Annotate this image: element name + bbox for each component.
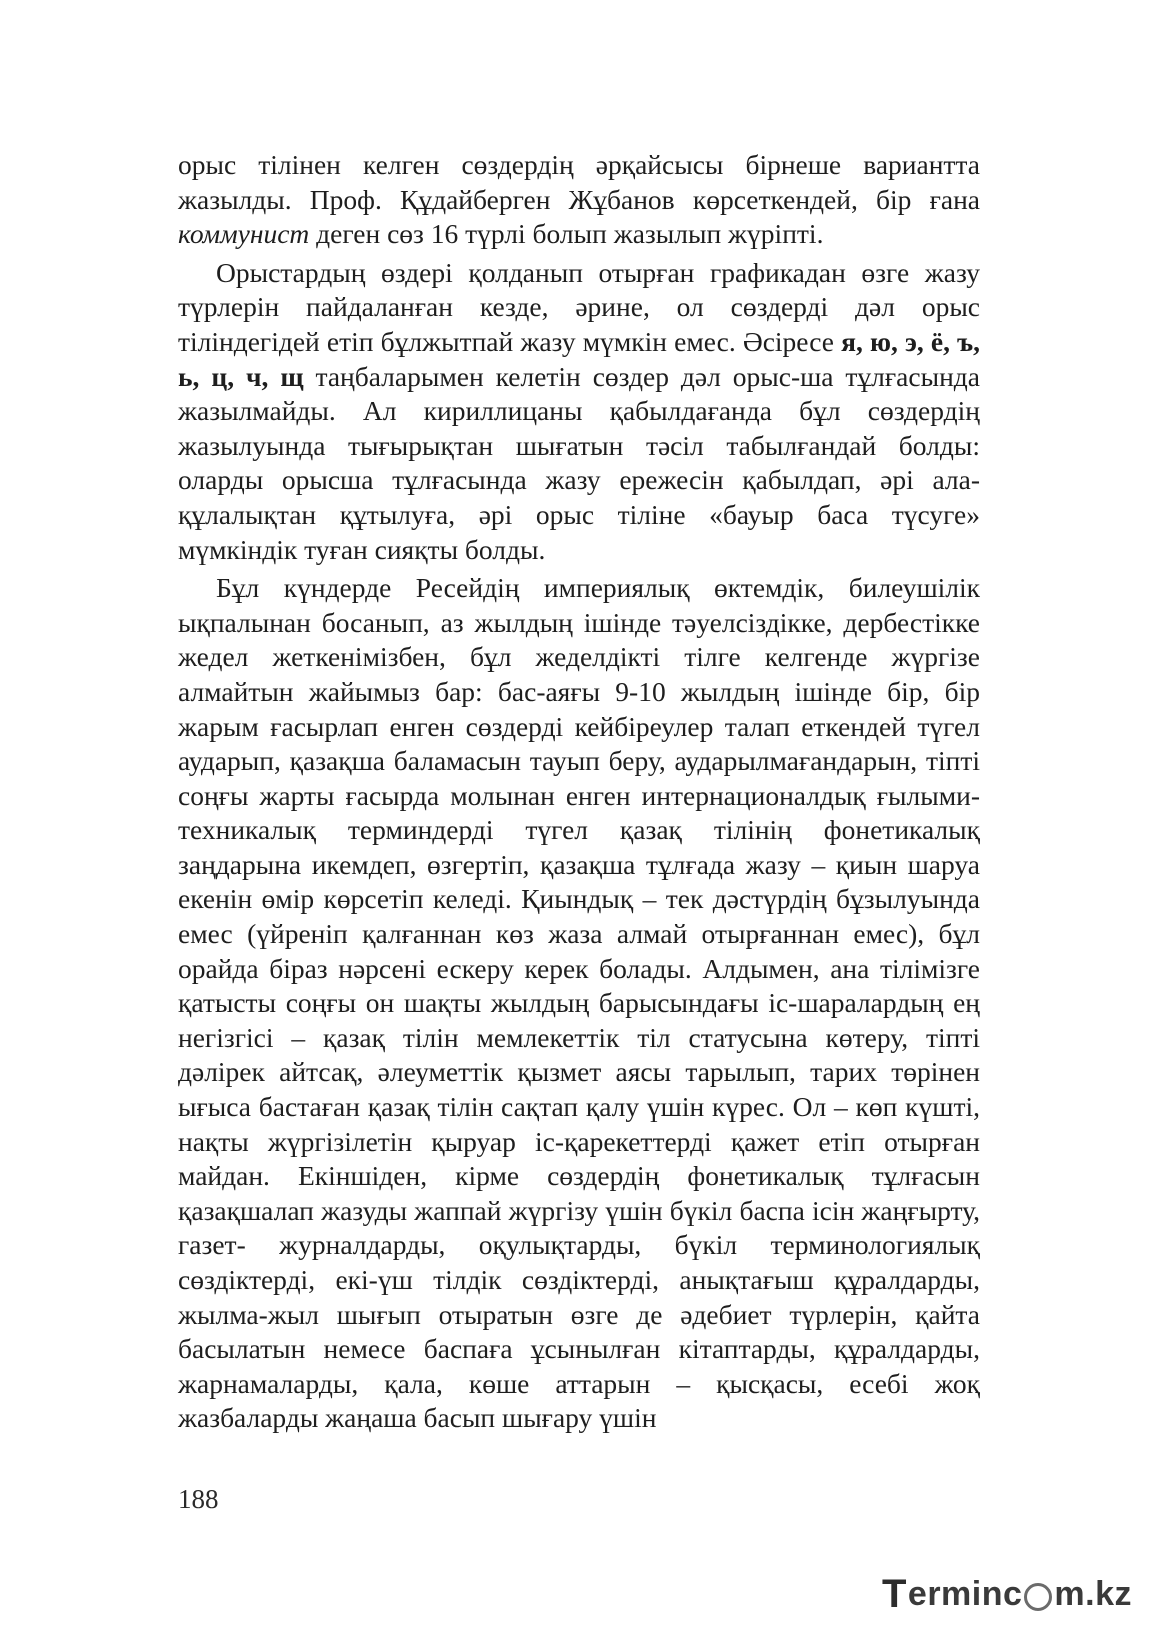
bold-letters: я, ю, э, ё, ъ, ь, ц, ч, щ <box>178 325 981 392</box>
text-run: Орыстардың өздері қолданып отырған графикадан өзге жазу түрлерін пайдаланған кезде, әрине, ол сөздерді дәл орыс тіліндегідей етіп бұлжытпай жазу мүмкін емес. Әсіресе <box>178 256 980 357</box>
paragraph-3 <box>178 571 980 1436</box>
watermark-letter-t: T <box>881 1572 907 1616</box>
text-run: орыс тілінен келген сөздердің әрқайсысы бірнеше вариантта жазылды. Проф. Құдайберген Жұбанов көрсеткендей, бір ғана <box>178 149 980 215</box>
text-run: деген сөз 16 түрлі болып жазылып жүріпті. <box>309 218 824 250</box>
italic-word: коммунист <box>178 218 310 250</box>
terminkom-watermark-logo <box>882 1572 1132 1617</box>
magnifier-icon <box>1024 1583 1052 1611</box>
page-number: 188 <box>178 1484 219 1514</box>
paragraph-1 <box>178 148 980 252</box>
watermark-text-mid: erminc <box>907 1575 1023 1613</box>
text-run: таңбаларымен келетін сөздер дәл орыс-ша тұлғасында жазылмайды. Ал кириллицаны қабылдағанда бұл сөздердің жазылуында тығырықтан шығатын тәсіл табылғандай болды: оларды орысша тұлғасында жазу ережесін қабылдап, әрі ала-құлалықтан құтылуға, әрі орыс тіліне «бауыр баса түсуге» мүмкіндік туған сияқты болды. <box>178 360 980 565</box>
watermark-text-tail: m.kz <box>1054 1575 1132 1613</box>
paragraph-2 <box>178 256 980 567</box>
page-body-text <box>178 148 980 1440</box>
text-run: Бұл күндерде Ресейдің империялық өктемдік, билеушілік ықпалынан босанып, аз жылдың ішінде тәуелсіздікке, дербестікке жедел жеткенімізбен, бұл жеделдікті тілге келгенде жүргізе алмайтын жайымыз бар: бас-аяғы 9-10 жылдың ішінде бір, бір жарым ғасырлап енген сөздерді кейбіреулер талап еткендей түгел аударып, қазақша баламасын тауып беру, аударылмағандарын, тіпті соңғы жарты ғасырда молынан енген интернационалдық ғылыми-техникалық терминдерді түгел қазақ тілінің фонетикалық заңдарына икемдеп, өзгертіп, қазақша тұлғада жазу – қиын шаруа екенін өмір көрсетіп келеді. Қиындық – тек дәстүрдің бұзылуында емес (үйреніп қалғаннан көз жаза алмай отырғаннан емес), бұл орайда біраз нәрсені ескеру керек болады. Алдымен, ана тілімізге қатысты соңғы он шақты жылдың барысындағы іс-шаралардың ең негізгісі – қазақ тілін мемлекеттік тіл статусына көтеру, тіпті дәлірек айтсақ, әлеуметтік қызмет аясы тарылып, тарих төрінен ығыса бастаған қазақ тілін сақтап қалу үшін күрес. Ол – көп күшті, нақты жүргізілетін қыруар іс-қарекеттерді қажет етіп отырған майдан. Екіншіден, кірме сөздердің фонетикалық тұлғасын қазақшалап жазуды жаппай жүргізу үшін бүкіл баспа ісін жаңғырту, газет- журналдарды, оқулықтарды, бүкіл терминологиялық сөздіктерді, екі-үш тілдік сөздіктерді, анықтағыш құралдарды, жылма-жыл шығып отыратын өзге де әдебиет түрлерін, қайта басылатын немесе баспаға ұсынылған кітаптарды, құралдарды, жарнамаларды, қала, көше аттарын – қысқасы, есебі жоқ жазбаларды жаңаша басып шығару үшін <box>178 572 980 1434</box>
